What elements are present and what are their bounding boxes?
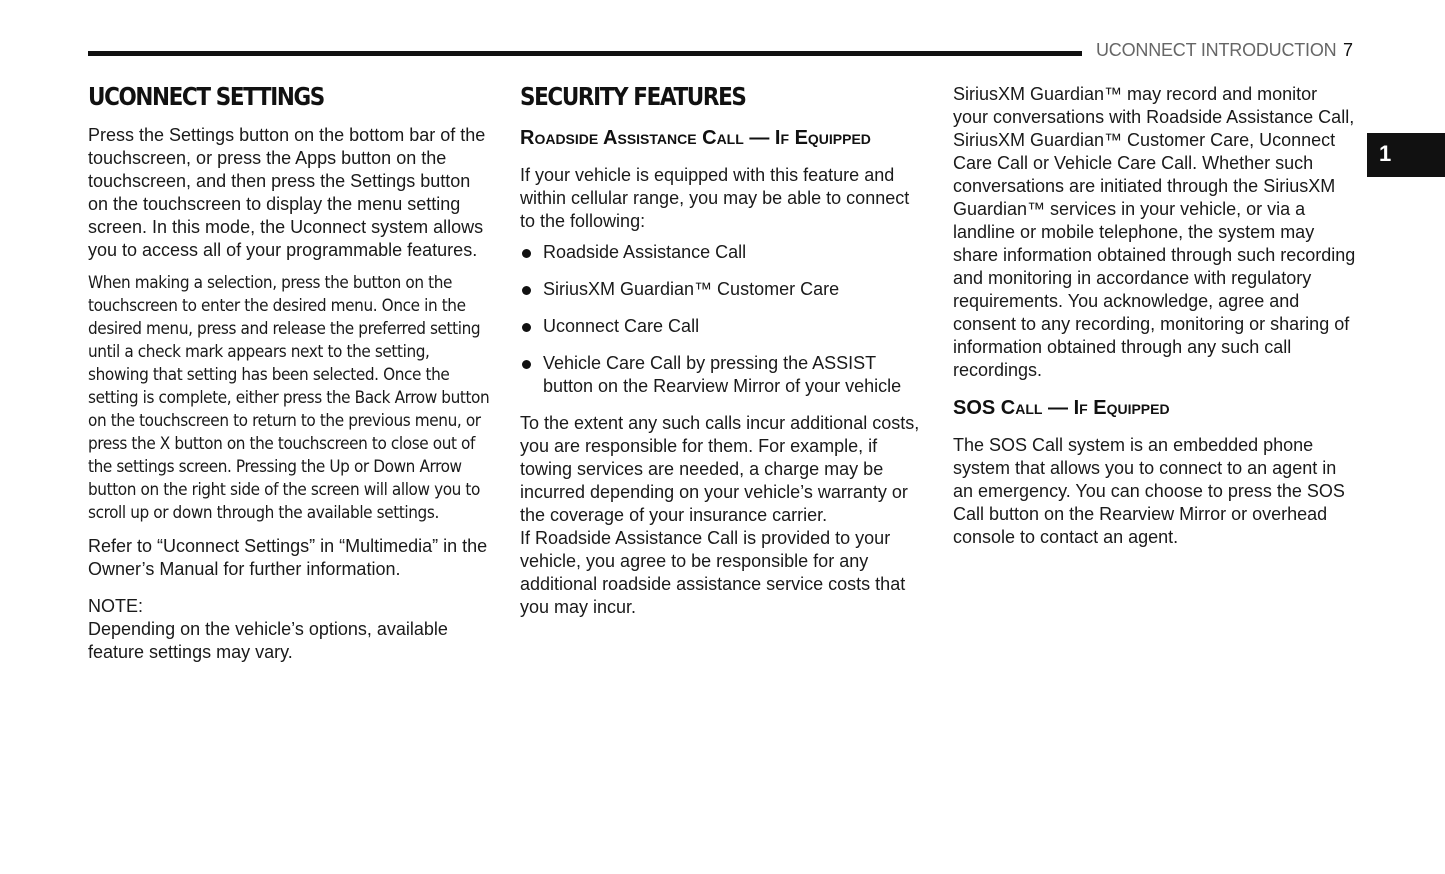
bullet-icon [522, 360, 531, 369]
note-text: Depending on the vehicle’s options, available feature settings may vary. [88, 619, 448, 662]
running-title: UCONNECT INTRODUCTION [1096, 40, 1337, 60]
subheading-sos-call: SOS Call — If Equipped [953, 397, 1170, 419]
section-heading-security-features: SECURITY FEATURES [520, 82, 746, 111]
sos-paragraph: The SOS Call system is an embedded phone system that allows you to connect to an agent in an emergency. You can choose to press the SOS Call button on the Rearview Mirror or overhead console to contact an agent. [953, 435, 1345, 547]
costs-paragraph: To the extent any such calls incur additional costs, you are responsible for them. For example, if towing services are needed, a charge may be incurred depending on your vehicle’s warranty or the coverage of your insurance carrier. [520, 413, 920, 525]
section-heading-uconnect-settings: UCONNECT SETTINGS [88, 82, 324, 111]
list-item-text: Roadside Assistance Call [543, 242, 747, 262]
list-item [520, 352, 926, 398]
list-item [520, 241, 926, 264]
guardian-recording-paragraph: SiriusXM Guardian™ may record and monitor your conversations with Roadside Assistance Call, SiriusXM Guardian™ Customer Care, Uconnect Care Call or Vehicle Care Call. Whether such conversations are initiated through the SiriusXM Guardian™ services in your vehicle, or via a landline or mobile telephone, the system may share information obtained through such recording and monitoring in accordance with regulatory requirements. You acknowledge, agree and consent to any recording, monitoring or sharing of information obtained through any such call recordings. [953, 84, 1356, 380]
list-item-text: Uconnect Care Call [543, 316, 700, 336]
bullet-icon [522, 249, 531, 258]
feature-list [520, 241, 926, 398]
subheading-roadside-assistance: Roadside Assistance Call — If Equipped [520, 127, 871, 149]
settings-paragraph-1: Press the Settings button on the bottom bar of the touchscreen, or press the Apps button on the touchscreen, and then press the Settings button on the touchscreen to display the menu setting screen. In this mode, the Uconnect system allows you to access all of your programmable features. [88, 125, 486, 260]
note-label: NOTE: [88, 596, 144, 616]
page-number: 7 [1343, 40, 1354, 60]
column-uconnect-settings [88, 80, 492, 664]
list-item [520, 315, 926, 338]
chapter-tab: 1 [1367, 133, 1445, 177]
column-guardian-sos [953, 83, 1357, 549]
list-item-text: SiriusXM Guardian™ Customer Care [543, 279, 840, 299]
list-item-text: Vehicle Care Call by pressing the ASSIST button on the Rearview Mirror of your vehicle [543, 353, 902, 396]
list-item [520, 278, 926, 301]
bullet-icon [522, 286, 531, 295]
settings-paragraph-3: Refer to “Uconnect Settings” in “Multimedia” in the Owner’s Manual for further information. [88, 536, 488, 579]
column-security-features [520, 80, 926, 619]
header-rule [88, 51, 1082, 56]
roadside-intro: If your vehicle is equipped with this feature and within cellular range, you may be able to connect to the following: [520, 165, 910, 231]
settings-paragraph-2: When making a selection, press the button on the touchscreen to enter the desired menu. Once in the desired menu, press and release the preferred setting until a check mark appears next to the setting, showing that setting has been selected. Once the setting is complete, either press the Back Arrow button on the touchscreen to return to the previous menu, or press the X button on the touchscreen to close out of the settings screen. Pressing the Up or Down Arrow button on the right side of the screen will allow you to scroll up or down through the available settings. [88, 273, 490, 523]
roadside-responsibility-paragraph: If Roadside Assistance Call is provided to your vehicle, you agree to be responsible for any additional roadside assistance service costs that you may incur. [520, 528, 906, 617]
bullet-icon [522, 323, 531, 332]
